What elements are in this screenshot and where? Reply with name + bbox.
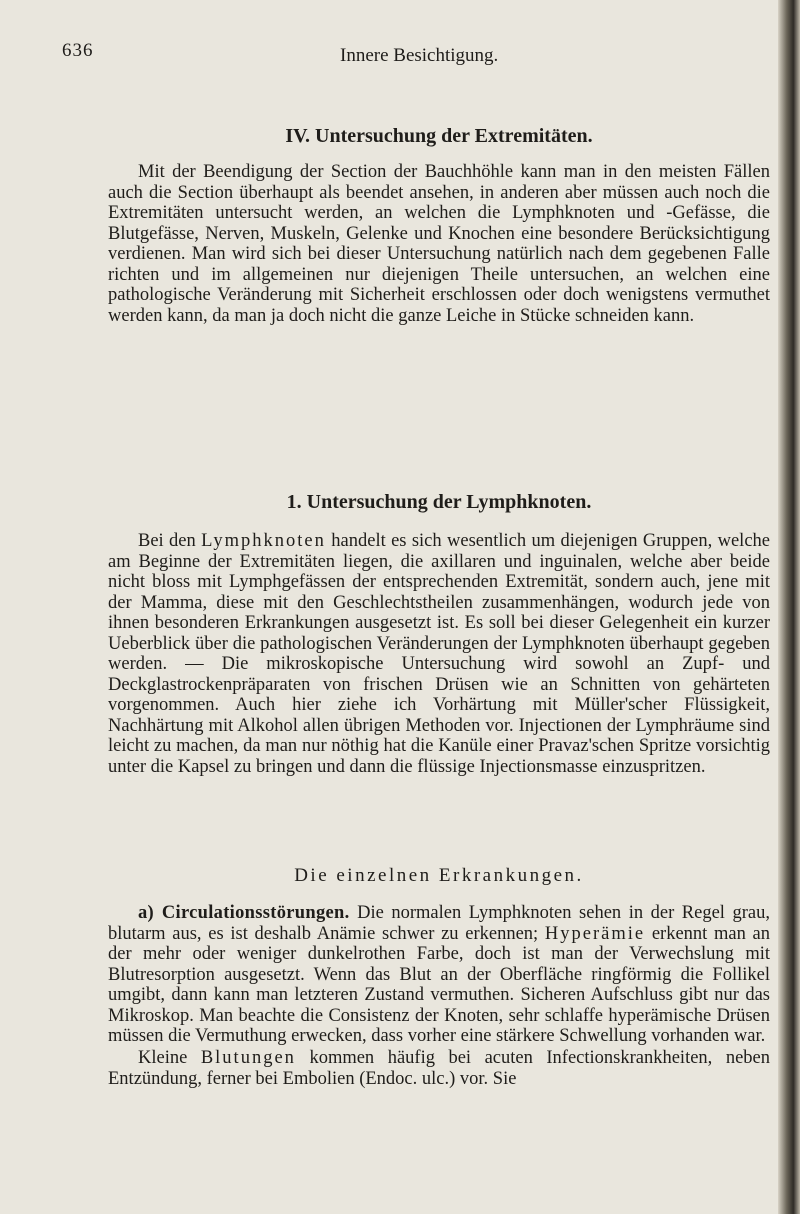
lymph-body: handelt es sich wesentlich um diejenigen Gruppen, welche am Beginne der Extremitäten liegen, die axillaren und inguinalen, welche aber beide nicht bloss mit Lymphgefässen der entsprechenden Extremität, sondern auch, jene mit der Mamma, diese mit den Geschlechtstheilen zusammenhängen, wodurch jede von ihnen besonderen Erkrankungen ausgesetzt ist. Es soll bei dieser Gelegenheit ein kurzer Ueberblick über die pathologischen Veränderungen der Lymphknoten überhaupt gegeben werden. — Die mikroskopische Untersuchung wird sowohl an Zupf- und Deckglastrockenpräparaten von frischen Drüsen wie an Schnitten von gehärteten vorgenommen. Auch hier ziehe ich Vorhärtung mit Müller'scher Flüssigkeit, Nachhärtung mit Alkohol allen übrigen Methoden vor. Injectionen der Lymphräume sind leicht zu machen, da man nur nöthig hat die Kanüle einer Pravaz'schen Spritze vorsichtig unter die Kapsel zu bringen und dann die flüssige Injectionsmasse einzuspritzen. bbox=[108, 531, 770, 777]
subsection-heading: 1. Untersuchung der Lymphknoten. bbox=[286, 491, 592, 513]
lymph-lead: Bei den bbox=[138, 531, 196, 551]
circulation-text-1: Die normalen Lymphknoten sehen in der Regel grau, blutarm aus, es ist deshalb Anämie schwer zu erkennen; bbox=[108, 903, 770, 944]
bleeding-lead: Kleine bbox=[138, 1048, 188, 1068]
intro-paragraph: Mit der Beendigung der Section der Bauchhöhle kann man in den meisten Fällen auch die Section überhaupt als beendet ansehen, in anderen aber müssen auch noch die Extremitäten untersucht werden, an welchen die Lymphknoten und -Gefässe, die Blutgefässe, Nerven, Muskeln, Gelenke und Knochen eine besondere Berücksichtigung verdienen. Man wird sich bei dieser Untersuchung natürlich nach dem gegebenen Falle richten und im allgemeinen nur diejenigen Theile untersuchen, an welchen eine pathologische Veränderung mit Sicherheit erschlossen oder doch wenigstens vermuthet werden kann, da man ja doch nicht die ganze Leiche in Stücke schneiden kann. bbox=[108, 162, 770, 326]
bleeding-term: Blutungen bbox=[200, 1048, 296, 1068]
page-number: 636 bbox=[62, 40, 94, 61]
bleeding-paragraph bbox=[108, 1048, 770, 1089]
bleeding-body: kommen häufig bei acuten Infectionskrankheiten, neben Entzündung, ferner bei Embolien (Endoc. ulc.) vor. Sie bbox=[108, 1048, 770, 1089]
circulation-paragraph bbox=[108, 903, 770, 1047]
book-binding-shadow bbox=[778, 0, 800, 1214]
running-head: Innere Besichtigung. bbox=[340, 45, 499, 66]
hyperaemia-term: Hyperämie bbox=[544, 923, 646, 944]
section-heading: IV. Untersuchung der Extremitäten. bbox=[285, 125, 593, 147]
lymph-paragraph bbox=[108, 531, 770, 777]
diseases-heading: Die einzelnen Erkrankungen. bbox=[294, 865, 584, 886]
lymph-term: Lymphknoten bbox=[201, 531, 326, 551]
circulation-text-2: erkennt man an der mehr oder weniger dunkelrothen Farbe, doch ist man der Verwechslung mit Blutresorption ausgesetzt. Wenn das Blut an der Oberfläche ringförmig die Follikel umgibt, dann kann man letzteren Zustand vermuthen. Sicheren Aufschluss gibt nur das Mikroskop. Man beachte die Consistenz der Knoten, sehr schlaffe hyperämische Drüsen müssen die Vermuthung erwecken, dass vorher eine stärkere Schwellung vorhanden war. bbox=[108, 923, 771, 1046]
circulation-label: a) Circulationsstörungen. bbox=[138, 903, 350, 923]
